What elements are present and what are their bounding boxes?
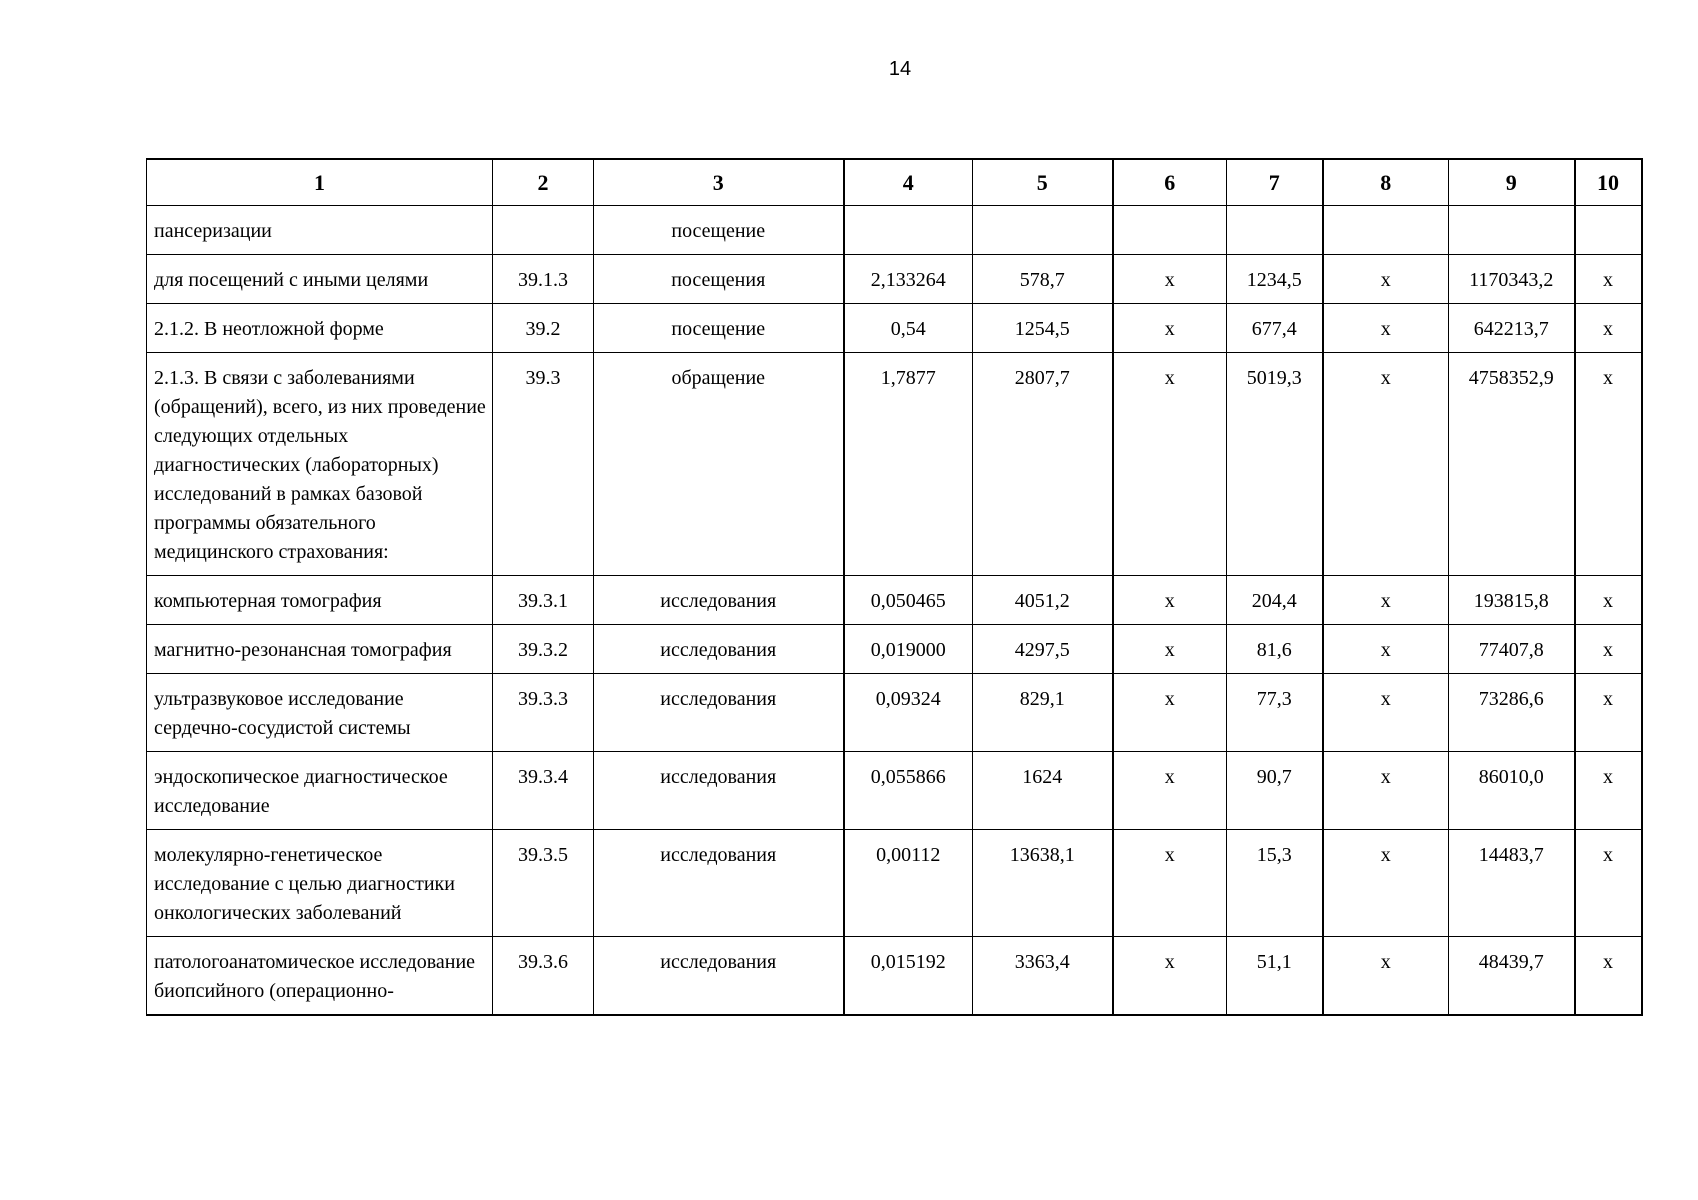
data-table (146, 158, 1643, 1016)
table-cell-col-10: х (1575, 937, 1642, 1016)
table-cell-col-9: 4758352,9 (1449, 353, 1575, 576)
table-cell-col-5: 829,1 (973, 674, 1113, 752)
table-cell-col-4: 0,00112 (844, 830, 973, 937)
table-cell-col-6: х (1113, 255, 1227, 304)
table-cell-col-6: х (1113, 752, 1227, 830)
table-cell-col-5: 13638,1 (973, 830, 1113, 937)
table-cell-col-6: х (1113, 304, 1227, 353)
table-cell-col-7: 677,4 (1227, 304, 1323, 353)
table-cell-col-8: х (1323, 830, 1449, 937)
table-cell-col-10: х (1575, 625, 1642, 674)
table-row (147, 674, 1642, 752)
table-cell-col-1: молекулярно-генетическое исследование с целью диагностики онкологических заболеваний (147, 830, 493, 937)
table-cell-col-3: исследования (594, 674, 844, 752)
table-cell-col-3: исследования (594, 625, 844, 674)
table-row (147, 830, 1642, 937)
table-cell-col-4: 0,055866 (844, 752, 973, 830)
table-cell-col-9 (1449, 206, 1575, 255)
table-cell-col-1: патологоанатомическое исследование биопсийного (операционно- (147, 937, 493, 1016)
table-cell-col-10: х (1575, 674, 1642, 752)
table-cell-col-1: 2.1.3. В связи с заболеваниями (обращений), всего, из них проведение следующих отдельных диагностических (лабораторных) исследований в рамках базовой программы обязательного медицинского страхования: (147, 353, 493, 576)
column-header: 5 (973, 159, 1113, 206)
column-header: 8 (1323, 159, 1449, 206)
table-body (147, 206, 1642, 1016)
page-number: 14 (888, 58, 912, 80)
table-cell-col-10: х (1575, 353, 1642, 576)
table-cell-col-7: 51,1 (1227, 937, 1323, 1016)
table-header-row (147, 159, 1642, 206)
table-cell-col-2: 39.3.3 (493, 674, 594, 752)
table-cell-col-7: 15,3 (1227, 830, 1323, 937)
table-row (147, 576, 1642, 625)
table-cell-col-4: 2,133264 (844, 255, 973, 304)
table-cell-col-9: 73286,6 (1449, 674, 1575, 752)
table-cell-col-3: обращение (594, 353, 844, 576)
table-cell-col-10: х (1575, 255, 1642, 304)
column-header: 10 (1575, 159, 1642, 206)
table-row (147, 304, 1642, 353)
table-cell-col-4: 1,7877 (844, 353, 973, 576)
table-row (147, 625, 1642, 674)
table-cell-col-4: 0,54 (844, 304, 973, 353)
table-cell-col-5: 578,7 (973, 255, 1113, 304)
table-row (147, 353, 1642, 576)
table-row (147, 752, 1642, 830)
table-cell-col-7: 204,4 (1227, 576, 1323, 625)
table-cell-col-10: х (1575, 304, 1642, 353)
table-cell-col-3: посещение (594, 304, 844, 353)
table-cell-col-9: 642213,7 (1449, 304, 1575, 353)
table-cell-col-2: 39.3.2 (493, 625, 594, 674)
table-cell-col-9: 86010,0 (1449, 752, 1575, 830)
table-cell-col-6: х (1113, 830, 1227, 937)
table-cell-col-8: х (1323, 625, 1449, 674)
table-cell-col-3: посещение (594, 206, 844, 255)
table-cell-col-3: исследования (594, 830, 844, 937)
table-cell-col-2: 39.3.4 (493, 752, 594, 830)
table-cell-col-5 (973, 206, 1113, 255)
table-cell-col-1: ультразвуковое исследование сердечно-сосудистой системы (147, 674, 493, 752)
table-cell-col-6: х (1113, 576, 1227, 625)
table-cell-col-3: посещения (594, 255, 844, 304)
table-cell-col-8 (1323, 206, 1449, 255)
table-cell-col-8: х (1323, 576, 1449, 625)
table-cell-col-5: 4297,5 (973, 625, 1113, 674)
table-cell-col-8: х (1323, 353, 1449, 576)
table-cell-col-3: исследования (594, 937, 844, 1016)
table-cell-col-9: 77407,8 (1449, 625, 1575, 674)
table-cell-col-2: 39.2 (493, 304, 594, 353)
table-cell-col-5: 1254,5 (973, 304, 1113, 353)
table-cell-col-8: х (1323, 255, 1449, 304)
table-row (147, 255, 1642, 304)
table-cell-col-7: 77,3 (1227, 674, 1323, 752)
table-cell-col-2: 39.3.5 (493, 830, 594, 937)
table-cell-col-10: х (1575, 830, 1642, 937)
table-cell-col-8: х (1323, 674, 1449, 752)
column-header: 3 (594, 159, 844, 206)
table-cell-col-8: х (1323, 937, 1449, 1016)
table-cell-col-10: х (1575, 576, 1642, 625)
column-header: 6 (1113, 159, 1227, 206)
table-cell-col-7: 81,6 (1227, 625, 1323, 674)
table-cell-col-9: 14483,7 (1449, 830, 1575, 937)
table-cell-col-4 (844, 206, 973, 255)
table-cell-col-4: 0,09324 (844, 674, 973, 752)
table-cell-col-5: 1624 (973, 752, 1113, 830)
table-cell-col-5: 3363,4 (973, 937, 1113, 1016)
table-cell-col-6: х (1113, 625, 1227, 674)
table-cell-col-2: 39.3.1 (493, 576, 594, 625)
table-cell-col-7: 1234,5 (1227, 255, 1323, 304)
table-cell-col-5: 4051,2 (973, 576, 1113, 625)
table-cell-col-1: для посещений с иными целями (147, 255, 493, 304)
table-cell-col-6 (1113, 206, 1227, 255)
table-cell-col-9: 48439,7 (1449, 937, 1575, 1016)
table-cell-col-9: 1170343,2 (1449, 255, 1575, 304)
table-cell-col-4: 0,019000 (844, 625, 973, 674)
table-cell-col-3: исследования (594, 576, 844, 625)
table-cell-col-1: магнитно-резонансная томография (147, 625, 493, 674)
table-cell-col-6: х (1113, 674, 1227, 752)
table-cell-col-1: компьютерная томография (147, 576, 493, 625)
table-cell-col-2 (493, 206, 594, 255)
column-header: 2 (493, 159, 594, 206)
table-cell-col-1: пансеризации (147, 206, 493, 255)
table-cell-col-8: х (1323, 304, 1449, 353)
column-header: 7 (1227, 159, 1323, 206)
column-header: 1 (147, 159, 493, 206)
table-cell-col-7: 90,7 (1227, 752, 1323, 830)
table-cell-col-4: 0,015192 (844, 937, 973, 1016)
table-cell-col-10: х (1575, 752, 1642, 830)
table-cell-col-2: 39.1.3 (493, 255, 594, 304)
column-header: 9 (1449, 159, 1575, 206)
table-cell-col-7: 5019,3 (1227, 353, 1323, 576)
table-row (147, 206, 1642, 255)
table-cell-col-1: эндоскопическое диагностическое исследование (147, 752, 493, 830)
table-cell-col-4: 0,050465 (844, 576, 973, 625)
table-cell-col-6: х (1113, 353, 1227, 576)
table-row (147, 937, 1642, 1016)
table-cell-col-10 (1575, 206, 1642, 255)
table-cell-col-5: 2807,7 (973, 353, 1113, 576)
table-cell-col-2: 39.3 (493, 353, 594, 576)
table-cell-col-8: х (1323, 752, 1449, 830)
table-cell-col-2: 39.3.6 (493, 937, 594, 1016)
column-header: 4 (844, 159, 973, 206)
table-cell-col-9: 193815,8 (1449, 576, 1575, 625)
table-cell-col-6: х (1113, 937, 1227, 1016)
table-cell-col-3: исследования (594, 752, 844, 830)
table-cell-col-7 (1227, 206, 1323, 255)
table-cell-col-1: 2.1.2. В неотложной форме (147, 304, 493, 353)
